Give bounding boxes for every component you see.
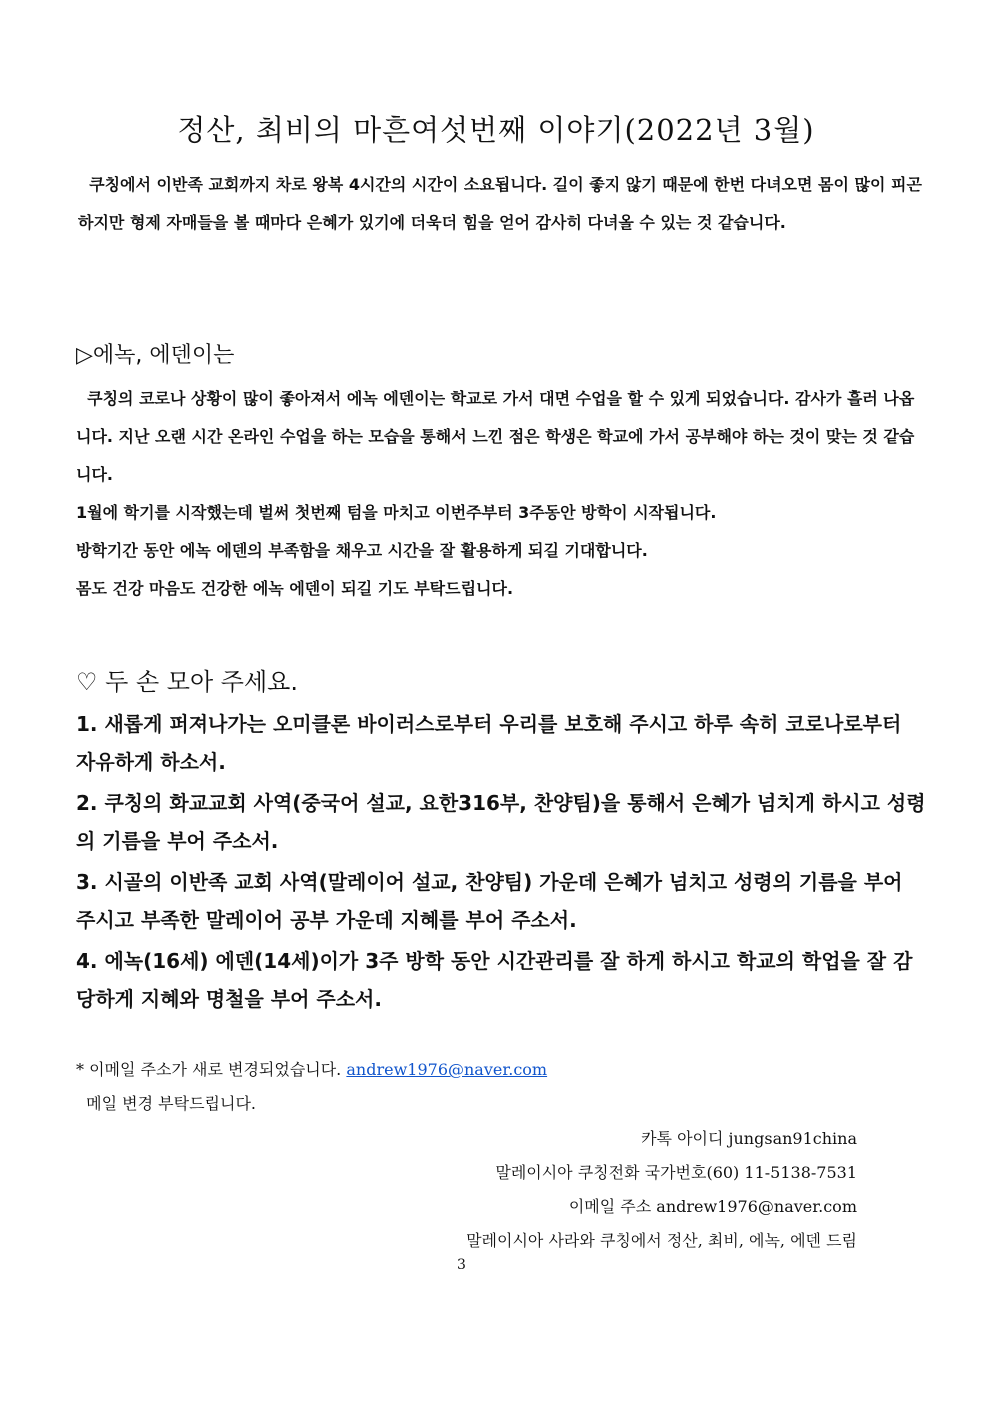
prayer-item: 3. 시골의 이반족 교회 사역(말레이어 설교, 찬양팀) 가운데 은혜가 넘치고 성령의 기름을 부어 주시고 부족한 말레이어 공부 가운데 지혜를 부어 주소서.: [76, 870, 903, 932]
signature-block: [466, 1122, 857, 1258]
intro-paragraph: 쿠칭에서 이반족 교회까지 차로 왕복 4시간의 시간이 소요됩니다. 길이 좋지 않기 때문에 한번 다녀오면 몸이 많이 피곤하지만 형제 자매들을 볼 때마다 은혜가 있기에 더욱더 힘을 얻어 감사히 다녀올 수 있는 것 같습니다.: [78, 175, 922, 232]
body-paragraph: 1월에 학기를 시작했는데 벌써 첫번째 텀을 마치고 이번주부터 3주동안 방학이 시작됩니다.: [76, 503, 717, 522]
section-heading-prayer: ♡ 두 손 모아 주세요.: [76, 668, 298, 696]
kakao-id: 카톡 아이디 jungsan91china: [641, 1129, 857, 1148]
body-paragraph: 방학기간 동안 에녹 에덴의 부족함을 채우고 시간을 잘 활용하게 되길 기대합니다.: [76, 541, 648, 560]
email-change-notice: [76, 1053, 547, 1121]
prayer-item: 4. 에녹(16세) 에덴(14세)이가 3주 방학 동안 시간관리를 잘 하게 하시고 학교의 학업을 잘 감당하게 지혜와 명철을 부어 주소서.: [76, 949, 913, 1011]
prayer-list: [76, 705, 926, 1021]
email-address: 이메일 주소 andrew1976@naver.com: [568, 1197, 857, 1216]
prayer-item: 2. 쿠칭의 화교교회 사역(중국어 설교, 요한316부, 찬양팀)을 통해서 은혜가 넘치게 하시고 성령의 기름을 부어 주소서.: [76, 791, 926, 853]
body-paragraph: 쿠칭의 코로나 상황이 많이 좋아져서 에녹 에덴이는 학교로 가서 대면 수업을 할 수 있게 되었습니다. 감사가 흘러 나옵니다. 지난 오랜 시간 온라인 수업을 하는 모습을 통해서 느낀 점은 학생은 학교에 가서 공부해야 하는 것이 맞는 것 같습니다.: [76, 389, 915, 484]
section-body-enoch-eden: [76, 380, 926, 608]
closing-line: 말레이시아 사라와 쿠칭에서 정산, 최비, 에녹, 에덴 드림: [466, 1231, 857, 1250]
phone-number: 말레이시아 쿠칭전화 국가번호(60) 11-5138-7531: [495, 1163, 857, 1182]
notice-line2: 메일 변경 부탁드립니다.: [76, 1094, 256, 1113]
section-heading-enoch-eden: ▷에녹, 에덴이는: [76, 343, 235, 368]
email-link[interactable]: andrew1976@naver.com: [346, 1060, 548, 1079]
prayer-item: 1. 새롭게 퍼져나가는 오미클론 바이러스로부터 우리를 보호해 주시고 하루 속히 코로나로부터 자유하게 하소서.: [76, 712, 902, 774]
body-paragraph: 몸도 건강 마음도 건강한 에녹 에덴이 되길 기도 부탁드립니다.: [76, 579, 514, 598]
page-number: 3: [457, 1257, 466, 1273]
page-title: 정산, 최비의 마흔여섯번째 이야기(2022년 3월): [177, 113, 815, 147]
notice-text: * 이메일 주소가 새로 변경되었습니다.: [76, 1060, 342, 1079]
